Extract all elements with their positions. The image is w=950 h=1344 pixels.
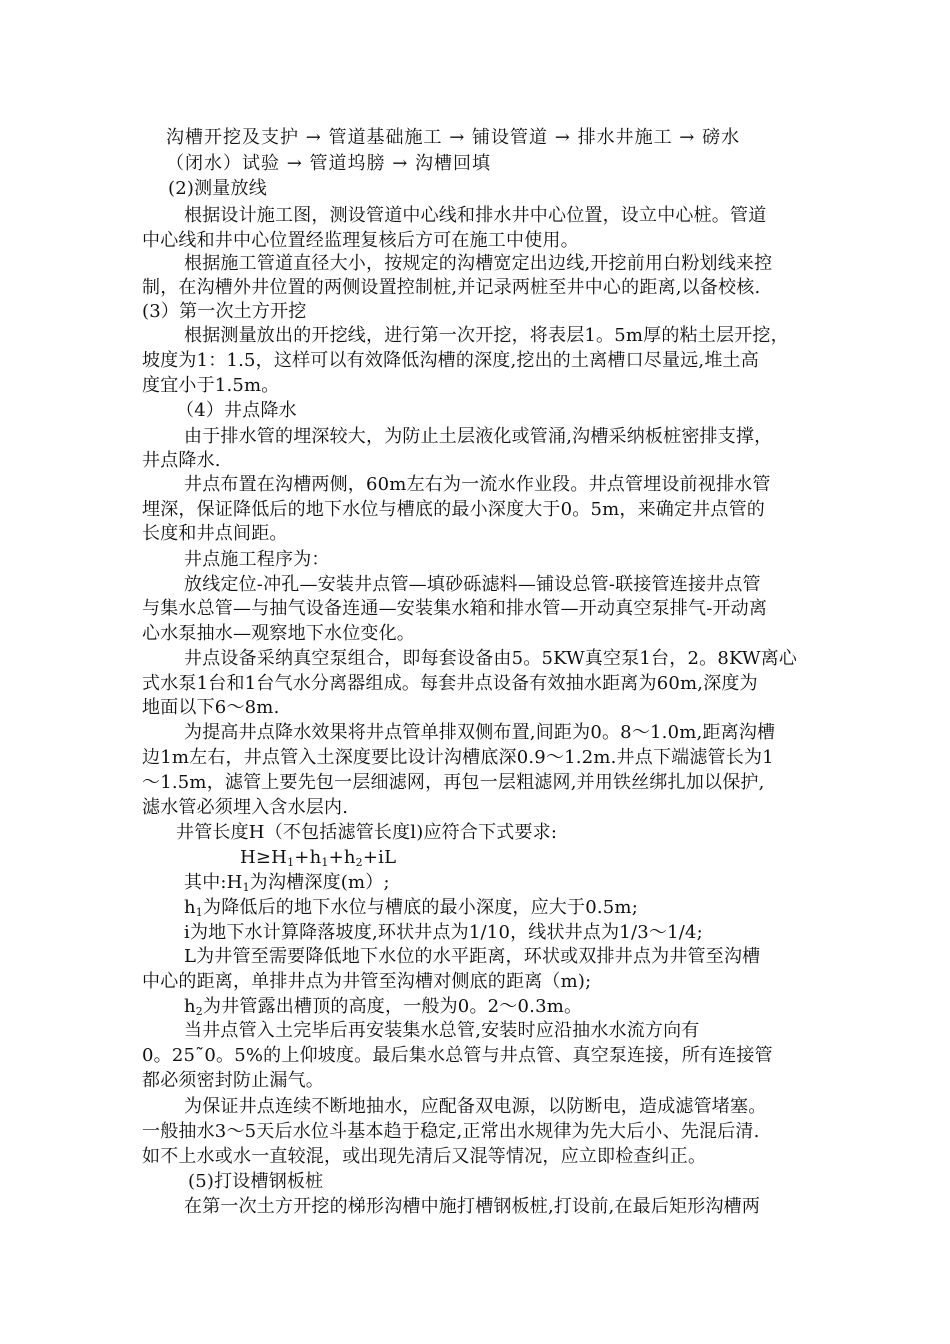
paragraph-line: 放线定位-冲孔—安装井点管—填砂砾滤料—铺设总管-联接管连接井点管: [184, 574, 761, 595]
paragraph-line: 根据测量放出的开挖线，进行第一次开挖，将表层1。5m厚的粘土层开挖，: [184, 325, 789, 346]
well-length-formula: [240, 847, 396, 869]
paragraph-line: 一般抽水3～5天后水位斗基本趋于稳定,正常出水规律为先大后小、先混后清.: [142, 1121, 760, 1142]
definition-L: L为井管至需要降低地下水位的水平距离，环状或双排井点为井管至沟槽: [184, 946, 761, 967]
paragraph-line: 长度和井点间距。: [142, 523, 288, 544]
formula-text: +iL: [362, 847, 397, 868]
paragraph-line: 式水泵1台和1台气水分离器组成。每套井点设备有效抽水距离为60m,深度为: [142, 673, 758, 694]
paragraph-line: 心水泵抽水—观察地下水位变化。: [142, 623, 415, 644]
definition-text: 为降低后的地下水位与槽底的最小深度，应大于0.5m;: [203, 897, 638, 918]
definition-text: h: [184, 996, 196, 1017]
paragraph-line: 度宜小于1.5m。: [142, 375, 280, 396]
paragraph-line: 井管长度H（不包括滤管长度l)应符合下式要求:: [176, 822, 558, 843]
paragraph-line: 与集水总管—与抽气设备连通—安装集水箱和排水管—开动真空泵排气-开动离: [142, 598, 768, 619]
paragraph-line: ～1.5m，滤管上要先包一层细滤网，再包一层粗滤网,并用铁丝绑扎加以保护,: [142, 772, 765, 793]
paragraph-line: 滤水管必须埋入含水层内.: [142, 797, 349, 818]
definition-h1: [184, 897, 638, 919]
definition-subscript: 2: [195, 1005, 203, 1018]
paragraph-line: 制，在沟槽外井位置的两侧设置控制桩,并记录两桩至井中心的距离,以备校核.: [142, 277, 761, 298]
process-flow-line-2: （闭水）试验 → 管道坞膀 → 沟槽回填: [166, 153, 492, 174]
definition-text: 其中:H: [184, 872, 243, 893]
paragraph-line: 当井点管入土完毕后再安装集水总管,安装时应沿抽水水流方向有: [184, 1020, 700, 1041]
process-flow-line-1: 沟槽开挖及支护 → 管道基础施工 → 铺设管道 → 排水井施工 → 磅水: [166, 127, 741, 148]
paragraph-line: 井点布置在沟槽两侧，60m左右为一流水作业段。井点管埋设前视排水管: [184, 474, 771, 495]
definition-text: 为井管露出槽顶的高度，一般为0。2～0.3m。: [203, 996, 583, 1017]
definition-text: h: [184, 897, 196, 918]
formula-subscript: 1: [321, 856, 329, 869]
paragraph-line: 根据施工管道直径大小，按规定的沟槽宽定出边线,开挖前用白粉划线来控: [184, 253, 773, 274]
formula-text: +h: [294, 847, 322, 868]
paragraph-line: 地面以下6～8m.: [142, 697, 280, 718]
formula-text: H≥H: [240, 847, 288, 868]
paragraph-line: 井点降水.: [142, 450, 221, 471]
paragraph-line: 边1m左右，井点管入土深度要比设计沟槽底深0.9～1.2m.井点下端滤管长为1: [142, 747, 774, 768]
paragraph-line: 坡度为1：1.5，这样可以有效降低沟槽的深度,挖出的土离槽口尽量远,堆土高: [142, 350, 759, 371]
paragraph-line: 在第一次土方开挖的梯形沟槽中施打槽钢板桩,打设前,在最后矩形沟槽两: [184, 1196, 761, 1217]
paragraph-line: 0。25˜0。5%的上仰坡度。最后集水总管与井点管、真空泵连接，所有连接管: [142, 1045, 773, 1066]
definition-h2: [184, 996, 582, 1018]
definition-L: 中心的距离，单排井点为井管至沟槽对侧底的距离（m);: [142, 971, 592, 992]
section-heading-sheet-piles: (5)打设槽钢板桩: [188, 1171, 324, 1192]
paragraph-line: 根据设计施工图，测设管道中心线和排水井中心位置，设立中心桩。管道: [184, 205, 767, 226]
paragraph-line: 都必须密封防止漏气。: [142, 1070, 324, 1091]
definition-subscript: 1: [195, 906, 203, 919]
section-heading-dewatering: （4）井点降水: [176, 400, 297, 421]
paragraph-line: 井点施工程序为：: [184, 549, 330, 570]
paragraph-line: 如不上水或水一直较混，或出现先清后又混等情况，应立即检查纠正。: [142, 1146, 707, 1167]
paragraph-line: 为提高井点降水效果将井点管单排双侧布置,间距为0。8～1.0m,距离沟槽: [184, 722, 776, 743]
paragraph-line: 井点设备采纳真空泵组合，即每套设备由5。5KW真空泵1台，2。8KW离心: [184, 648, 798, 669]
formula-subscript: 2: [355, 856, 363, 869]
paragraph-line: 为保证井点连续不断地抽水，应配备双电源，以防断电，造成滤管堵塞。: [184, 1096, 767, 1117]
paragraph-line: 埋深，保证降低后的地下水位与槽底的最小深度大于0。5m，来确定井点管的: [142, 499, 765, 520]
formula-text: +h: [328, 847, 356, 868]
paragraph-line: 由于排水管的埋深较大，为防止土层液化或管涌,沟槽采纳板桩密排支撑，: [184, 426, 773, 447]
definition-H1: [184, 872, 390, 894]
formula-subscript: 1: [287, 856, 295, 869]
paragraph-line: 中心线和井中心位置经监理复核后方可在施工中使用。: [142, 230, 579, 251]
definition-i: i为地下水计算降落坡度,环状井点为1/10，线状井点为1/3～1/4;: [184, 922, 703, 943]
section-heading-survey: (2)测量放线: [168, 178, 267, 199]
definition-text: 为沟槽深度(m）;: [249, 872, 390, 893]
definition-subscript: 1: [242, 881, 250, 894]
section-heading-excavation: (3）第一次土方开挖: [142, 301, 307, 322]
